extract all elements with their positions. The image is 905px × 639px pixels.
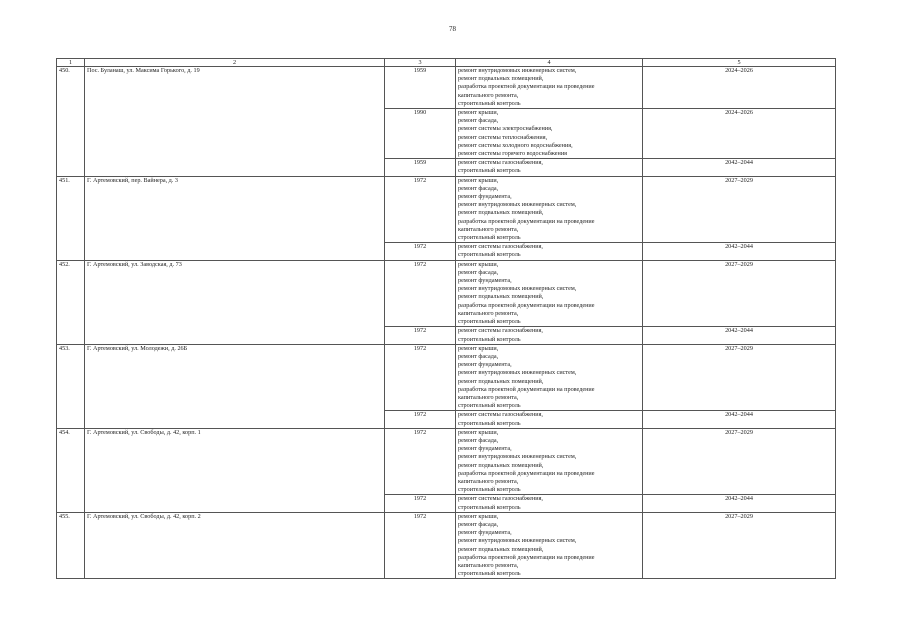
repair-works: [456, 411, 643, 428]
repair-period: 2042–2044: [643, 327, 836, 344]
repair-works: [456, 159, 643, 176]
repair-work-item: ремонт подвальных помещений,: [458, 293, 544, 301]
repair-work-item: ремонт системы горячего водоснабжения: [458, 150, 567, 158]
repair-work-item: капитального ремонта,: [458, 393, 519, 401]
repair-work-item: ремонт внутридомовых инженерных систем,: [458, 285, 577, 293]
column-header-2: 2: [85, 59, 385, 67]
repair-work-item: капитального ремонта,: [458, 309, 519, 317]
repair-work-item: капитального ремонта,: [458, 477, 519, 485]
repair-work-item: ремонт фасада,: [458, 436, 499, 444]
entry-address: Г. Артемовский, ул. Заводская, д. 73: [85, 260, 385, 344]
repair-work-item: ремонт внутридомовых инженерных систем,: [458, 369, 577, 377]
repair-work-item: ремонт внутридомовых инженерных систем,: [458, 67, 577, 74]
column-header-5: 5: [643, 59, 836, 67]
repair-work-item: строительный контроль: [458, 318, 521, 326]
repair-period: 2024–2026: [643, 109, 836, 159]
repair-work-item: ремонт системы газоснабжения,: [458, 495, 543, 503]
repair-work-item: ремонт фундамента,: [458, 445, 512, 453]
repair-work-item: ремонт системы газоснабжения,: [458, 243, 543, 251]
repair-work-item: строительный контроль: [458, 99, 521, 107]
repair-work-item: строительный контроль: [458, 486, 521, 494]
entry-address: Г. Артемовский, ул. Свободы, д. 42, корп. 1: [85, 428, 385, 512]
build-year: 1990: [385, 109, 456, 159]
repair-works: [456, 67, 643, 109]
repair-work-item: строительный контроль: [458, 251, 521, 259]
entry-number: 452.: [57, 260, 85, 344]
repair-work-item: ремонт крыши,: [458, 109, 499, 117]
table-row: [57, 512, 836, 579]
repair-work-item: ремонт системы газоснабжения,: [458, 159, 543, 167]
repair-work-item: ремонт крыши,: [458, 428, 499, 436]
entry-number: 454.: [57, 428, 85, 512]
entry-number: 451.: [57, 176, 85, 260]
repair-work-item: ремонт фундамента,: [458, 361, 512, 369]
entry-address: Г. Артемовский, ул. Молодежи, д. 26Б: [85, 344, 385, 428]
repair-works: [456, 512, 643, 579]
build-year: 1972: [385, 512, 456, 579]
repair-work-item: ремонт внутридомовых инженерных систем,: [458, 201, 577, 209]
repair-work-item: разработка проектной документации на проведение: [458, 553, 595, 561]
repair-period: 2042–2044: [643, 243, 836, 260]
repair-period: 2042–2044: [643, 495, 836, 512]
repair-work-item: строительный контроль: [458, 419, 521, 427]
header-row: [57, 59, 836, 67]
repair-work-item: ремонт крыши,: [458, 512, 499, 520]
entry-number: 450.: [57, 67, 85, 177]
build-year: 1972: [385, 344, 456, 411]
repair-work-item: разработка проектной документации на проведение: [458, 469, 595, 477]
repair-work-item: строительный контроль: [458, 570, 521, 578]
repair-work-item: строительный контроль: [458, 234, 521, 242]
repair-work-item: ремонт фасада,: [458, 117, 499, 125]
repair-work-item: ремонт подвальных помещений,: [458, 461, 544, 469]
repair-work-item: ремонт фасада,: [458, 268, 499, 276]
entry-address: Г. Артемовский, ул. Свободы, д. 42, корп. 2: [85, 512, 385, 579]
column-header-1: 1: [57, 59, 85, 67]
repair-work-item: капитального ремонта,: [458, 225, 519, 233]
column-header-3: 3: [385, 59, 456, 67]
repair-work-item: разработка проектной документации на проведение: [458, 83, 595, 91]
repair-period: 2027–2029: [643, 344, 836, 411]
repair-works: [456, 243, 643, 260]
build-year: 1972: [385, 176, 456, 243]
entry-number: 455.: [57, 512, 85, 579]
repair-works: [456, 109, 643, 159]
repair-work-item: ремонт подвальных помещений,: [458, 75, 544, 83]
repair-work-item: ремонт крыши,: [458, 176, 499, 184]
repair-work-item: ремонт фундамента,: [458, 193, 512, 201]
table-row: [57, 344, 836, 411]
repair-work-item: ремонт подвальных помещений,: [458, 377, 544, 385]
repair-work-item: ремонт фасада,: [458, 352, 499, 360]
repair-work-item: строительный контроль: [458, 503, 521, 511]
repair-work-item: ремонт внутридомовых инженерных систем,: [458, 537, 577, 545]
repair-works: [456, 344, 643, 411]
repair-work-item: ремонт системы холодного водоснабжения,: [458, 141, 573, 149]
repair-work-item: разработка проектной документации на проведение: [458, 217, 595, 225]
repair-work-item: ремонт фасада,: [458, 520, 499, 528]
repair-schedule-table: [56, 58, 836, 579]
repair-work-item: капитального ремонта,: [458, 91, 519, 99]
repair-work-item: ремонт подвальных помещений,: [458, 545, 544, 553]
repair-work-item: ремонт фасада,: [458, 184, 499, 192]
repair-work-item: ремонт фундамента,: [458, 529, 512, 537]
repair-period: 2042–2044: [643, 159, 836, 176]
build-year: 1972: [385, 260, 456, 327]
build-year: 1959: [385, 159, 456, 176]
repair-work-item: капитального ремонта,: [458, 561, 519, 569]
repair-work-item: ремонт системы газоснабжения,: [458, 327, 543, 335]
repair-works: [456, 428, 643, 495]
repair-works: [456, 495, 643, 512]
repair-work-item: ремонт внутридомовых инженерных систем,: [458, 453, 577, 461]
build-year: 1959: [385, 67, 456, 109]
repair-work-item: ремонт крыши,: [458, 260, 499, 268]
repair-period: 2027–2029: [643, 260, 836, 327]
table-row: [57, 67, 836, 109]
repair-work-item: ремонт подвальных помещений,: [458, 209, 544, 217]
table-row: [57, 260, 836, 327]
entry-number: 453.: [57, 344, 85, 428]
repair-period: 2042–2044: [643, 411, 836, 428]
build-year: 1972: [385, 327, 456, 344]
repair-work-item: ремонт системы газоснабжения,: [458, 411, 543, 419]
repair-work-item: ремонт крыши,: [458, 344, 499, 352]
repair-work-item: строительный контроль: [458, 402, 521, 410]
repair-work-item: ремонт фундамента,: [458, 277, 512, 285]
repair-work-item: ремонт системы электроснабжения,: [458, 125, 553, 133]
repair-works: [456, 260, 643, 327]
repair-work-item: строительный контроль: [458, 167, 521, 175]
build-year: 1972: [385, 243, 456, 260]
repair-works: [456, 327, 643, 344]
column-header-4: 4: [456, 59, 643, 67]
entry-address: Пос. Буланаш, ул. Максима Горького, д. 19: [85, 67, 385, 177]
repair-work-item: ремонт системы теплоснабжения,: [458, 133, 548, 141]
build-year: 1972: [385, 428, 456, 495]
repair-period: 2027–2029: [643, 512, 836, 579]
repair-work-item: разработка проектной документации на проведение: [458, 301, 595, 309]
repair-work-item: строительный контроль: [458, 335, 521, 343]
build-year: 1972: [385, 411, 456, 428]
table-body: [57, 67, 836, 579]
repair-work-item: разработка проектной документации на проведение: [458, 385, 595, 393]
repair-period: 2027–2029: [643, 176, 836, 243]
build-year: 1972: [385, 495, 456, 512]
repair-period: 2024–2026: [643, 67, 836, 109]
page-number: 78: [449, 25, 456, 33]
entry-address: Г. Артемовский, пер. Вайнера, д. 3: [85, 176, 385, 260]
repair-period: 2027–2029: [643, 428, 836, 495]
repair-works: [456, 176, 643, 243]
table-row: [57, 428, 836, 495]
table-row: [57, 176, 836, 243]
